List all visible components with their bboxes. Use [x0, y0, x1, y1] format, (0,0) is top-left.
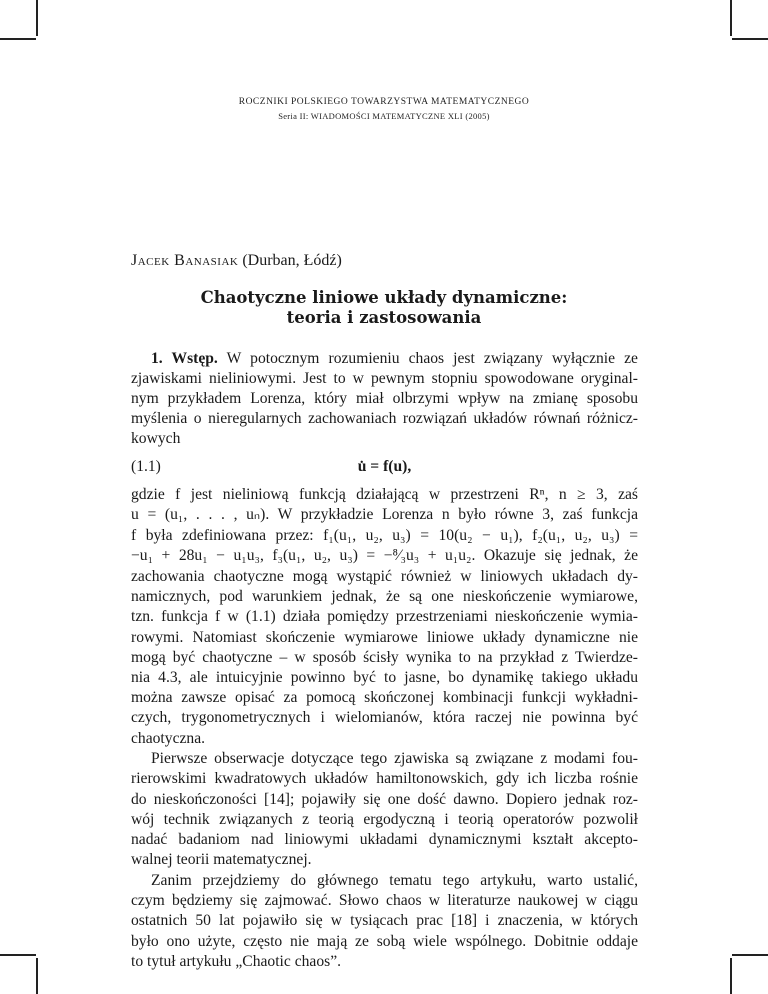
text-line: namicznych, pod warunkiem jednak, że są one nieskończenie wymiarowe, [131, 588, 638, 605]
text-line: Pierwsze obserwacje dotyczące tego zjawiska są związane z modami fou- [151, 750, 638, 767]
text-line: zjawiskami nieliniowymi. Jest to w pewnym stopniu spowodowane oryginal- [131, 370, 638, 387]
text-line: czym będziemy się zajmować. Słowo chaos w literaturze naukowej w ciągu [131, 892, 638, 909]
paper-title-line-1: Chaotyczne liniowe układy dynamiczne: [200, 288, 568, 307]
text-line: można zawsze opisać za pomocą skończonej kombinacji funkcji wykładni- [131, 689, 638, 706]
text-line: myślenia o nieregularnych zachowaniach rozwiązań układów równań różnicz- [131, 410, 638, 427]
crop-mark [36, 958, 38, 994]
crop-mark [0, 954, 36, 956]
author-line [131, 252, 342, 270]
equation-text: u̇ = f(u), [357, 458, 412, 475]
text-line: walnej teorii matematycznej. [131, 851, 312, 868]
text-line: wój technik związanych z teorią ergodyczną i teorią operatorów pozwolił [131, 811, 638, 828]
text-line: kowych [131, 430, 181, 447]
text-line: zachowania chaotyczne mogą wystąpić również w liniowych układach dy- [131, 568, 638, 585]
author-affiliation: (Durban, Łódź) [242, 252, 342, 269]
text-line: ostatnich 50 lat pojawiło się w tysiącach prac [18] i znaczenia, w których [131, 912, 638, 929]
journal-name: ROCZNIKI POLSKIEGO TOWARZYSTWA MATEMATYCZNEGO [238, 97, 530, 107]
equation [131, 457, 638, 479]
author-name: Jacek Banasiak [131, 252, 239, 269]
text-line: u = (u₁, . . . , uₙ). W przykładzie Lorenza n było równe 3, zaś funkcja [131, 506, 638, 523]
paragraph-first-line: 1. Wstęp. W potocznym rozumieniu chaos jest związany wyłącznie ze [151, 350, 638, 367]
text-line: czych, trygonometrycznych i wielomianów, która raczej nie powinna być [131, 709, 638, 726]
section-heading: 1. Wstęp. [151, 350, 218, 367]
text-line: gdzie f jest nieliniową funkcją działającą w przestrzeni Rⁿ, n ≥ 3, zaś [131, 486, 638, 503]
paper-title-line-2: teoria i zastosowania [286, 308, 482, 327]
text-line: nadać badaniom nad liniowymi układami dynamicznymi kształt akcepto- [131, 831, 638, 848]
journal-series: Seria II: WIADOMOŚCI MATEMATYCZNE XLI (2005) [278, 111, 490, 121]
crop-mark [36, 0, 38, 36]
text-line: do nieskończoności [14]; pojawiły się one dość dawno. Dopiero jednak roz- [131, 791, 638, 808]
text-line: tzn. funkcja f w (1.1) działa pomiędzy przestrzeniami nieskończenie wymia- [131, 608, 638, 625]
text-line: nym przykładem Lorenza, który miał olbrzymi wpływ na zmianę sposobu [131, 390, 638, 407]
crop-mark [732, 38, 768, 40]
crop-mark [730, 0, 732, 36]
text-line: f była zdefiniowana przez: f₁(u₁, u₂, u₃) = 10(u₂ − u₁), f₂(u₁, u₂, u₃) = [131, 527, 638, 544]
text-line: nia 4.3, ale intuicyjnie powinno być to jasne, bo dynamikę takiego układu [131, 669, 638, 686]
crop-mark [0, 38, 36, 40]
text-line: rierowskimi kwadratowych układów hamiltonowskich, gdy ich liczba rośnie [131, 770, 638, 787]
text-line: mogą być chaotyczne – w sposób ścisły wynika to na przykład z Twierdze- [131, 649, 638, 666]
crop-mark [732, 954, 768, 956]
text-line: −u₁ + 28u₁ − u₁u₃, f₃(u₁, u₂, u₃) = −⁸⁄₃u₃ + u₁u₂. Okazuje się jednak, że [131, 547, 638, 564]
text-line: rowymi. Natomiast skończenie wymiarowe liniowe układy dynamiczne nie [131, 629, 638, 646]
text-line: było ono użyte, często nie mają ze sobą wiele wspólnego. Dobitnie oddaje [131, 933, 638, 950]
equation-number: (1.1) [131, 458, 161, 475]
text-line: to tytuł artykułu „Chaotic chaos”. [131, 953, 342, 970]
text-line: chaotyczna. [131, 730, 206, 747]
crop-mark [730, 958, 732, 994]
text-line: Zanim przejdziemy do głównego tematu tego artykułu, warto ustalić, [151, 872, 638, 889]
